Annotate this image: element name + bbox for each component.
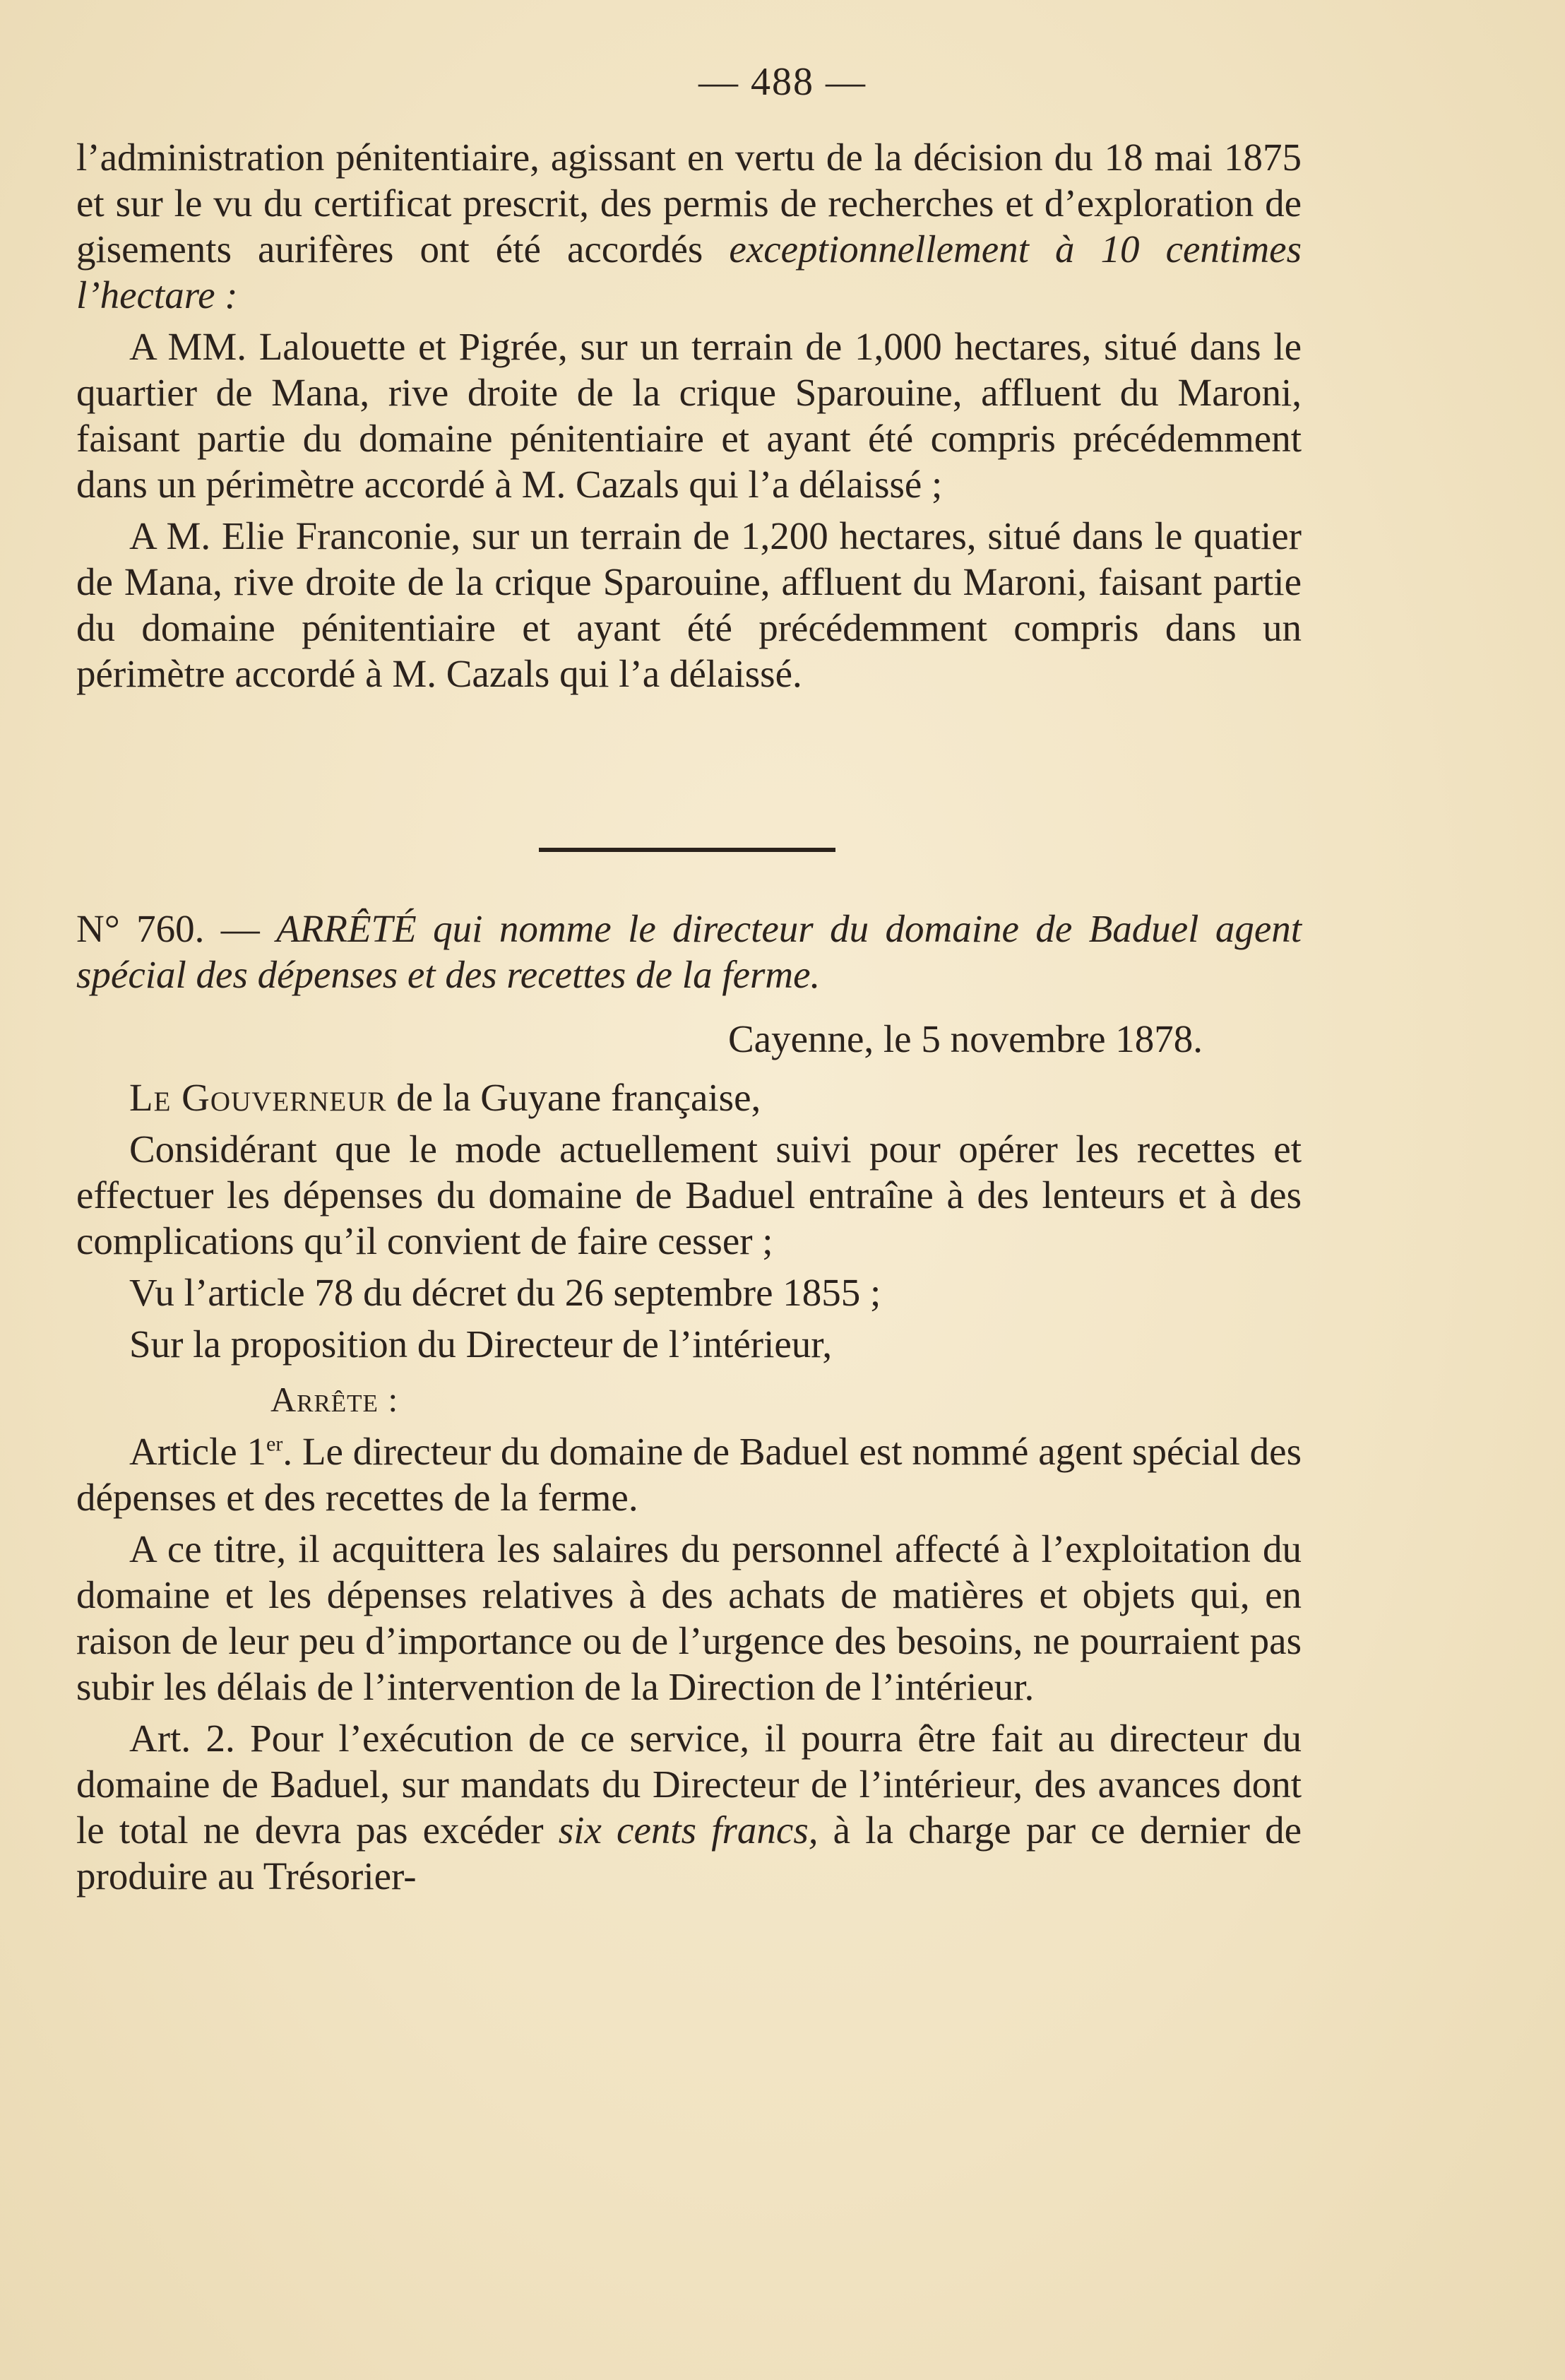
decree-number: N° 760. — (76, 907, 260, 950)
top-section (76, 134, 1302, 697)
section-divider (539, 848, 835, 852)
arrete-heading: Arrête : (270, 1380, 399, 1419)
governor-title: Le Gouverneur (129, 1076, 387, 1119)
decree-title-text: ARRÊTÉ qui nomme le directeur du domaine de Baduel agent spécial des dépenses et des recettes de la ferme. (76, 907, 1302, 996)
decree-section (76, 906, 1302, 1899)
permits-intro-italic: exceptionnellement à 10 centimes l’hectare : (76, 227, 1302, 316)
page-number: — 488 — (698, 60, 867, 104)
article-2-tail: à la charge par ce dernier de produire au Trésorier- (76, 1808, 1302, 1898)
permits-intro-text: l’administration pénitentiaire, agissant en vertu de la décision du 18 mai 1875 et sur le vu du certificat prescrit, des permis de recherches et d’exploration de gisements aurifères ont été accordés (76, 136, 1302, 271)
governor-line (76, 1074, 1302, 1120)
paragraph-sur: Sur la proposition du Directeur de l’intérieur, (129, 1322, 833, 1366)
paragraph-vu: Vu l’article 78 du décret du 26 septembre 1855 ; (129, 1271, 881, 1314)
article-1-text: . Le directeur du domaine de Baduel est nommé agent spécial des dépenses et des recettes de la ferme. (76, 1430, 1302, 1519)
article-2-text: Art. 2. Pour l’exécution de ce service, il pourra être fait au directeur du domaine de Baduel, sur mandats du Directeur de l’intérieur, des avances dont le total ne devra pas excéder (76, 1717, 1302, 1852)
paragraph-considerant: Considérant que le mode actuellement suivi pour opérer les recettes et effectuer les dépenses du domaine de Baduel entraîne à des lenteurs et à des complications qu’il convient de faire cesser ; (76, 1127, 1302, 1262)
paragraph-article-1 (76, 1428, 1302, 1520)
article-2-italic: six cents francs, (558, 1808, 819, 1852)
paragraph-elie-franconie: A M. Elie Franconie, sur un terrain de 1,200 hectares, situé dans le quatier de Mana, rive droite de la crique Sparouine, affluent du Maroni, faisant partie du domaine pénitentiaire et ayant été précédemment compris dans un périmètre accordé à M. Cazals qui l’a délaissé. (76, 514, 1302, 695)
paragraph-permits-intro (76, 134, 1302, 318)
governor-rest: de la Guyane française, (396, 1076, 761, 1119)
paragraph-a-ce-titre: A ce titre, il acquittera les salaires du personnel affecté à l’exploitation du domaine et les dépenses relatives à des achats de matières et objets qui, en raison de leur peu d’importance ou de l’urgence des besoins, ne pourraient pas subir les délais de l’intervention de la Direction de l’intérieur. (76, 1527, 1302, 1708)
paragraph-article-2 (76, 1715, 1302, 1899)
article-1-sup: er (266, 1432, 283, 1456)
decree-title (76, 906, 1302, 997)
decree-date: Cayenne, le 5 novembre 1878. (727, 1017, 1203, 1060)
article-1-prefix: Article 1 (129, 1430, 267, 1473)
paragraph-lalouette-pigree: A MM. Lalouette et Pigrée, sur un terrain de 1,000 hectares, situé dans le quartier de Mana, rive droite de la crique Sparouine, affluent du Maroni, faisant partie du domaine pénitentiaire et ayant été compris précédemment dans un périmètre accordé à M. Cazals qui l’a délaissé ; (76, 325, 1302, 506)
